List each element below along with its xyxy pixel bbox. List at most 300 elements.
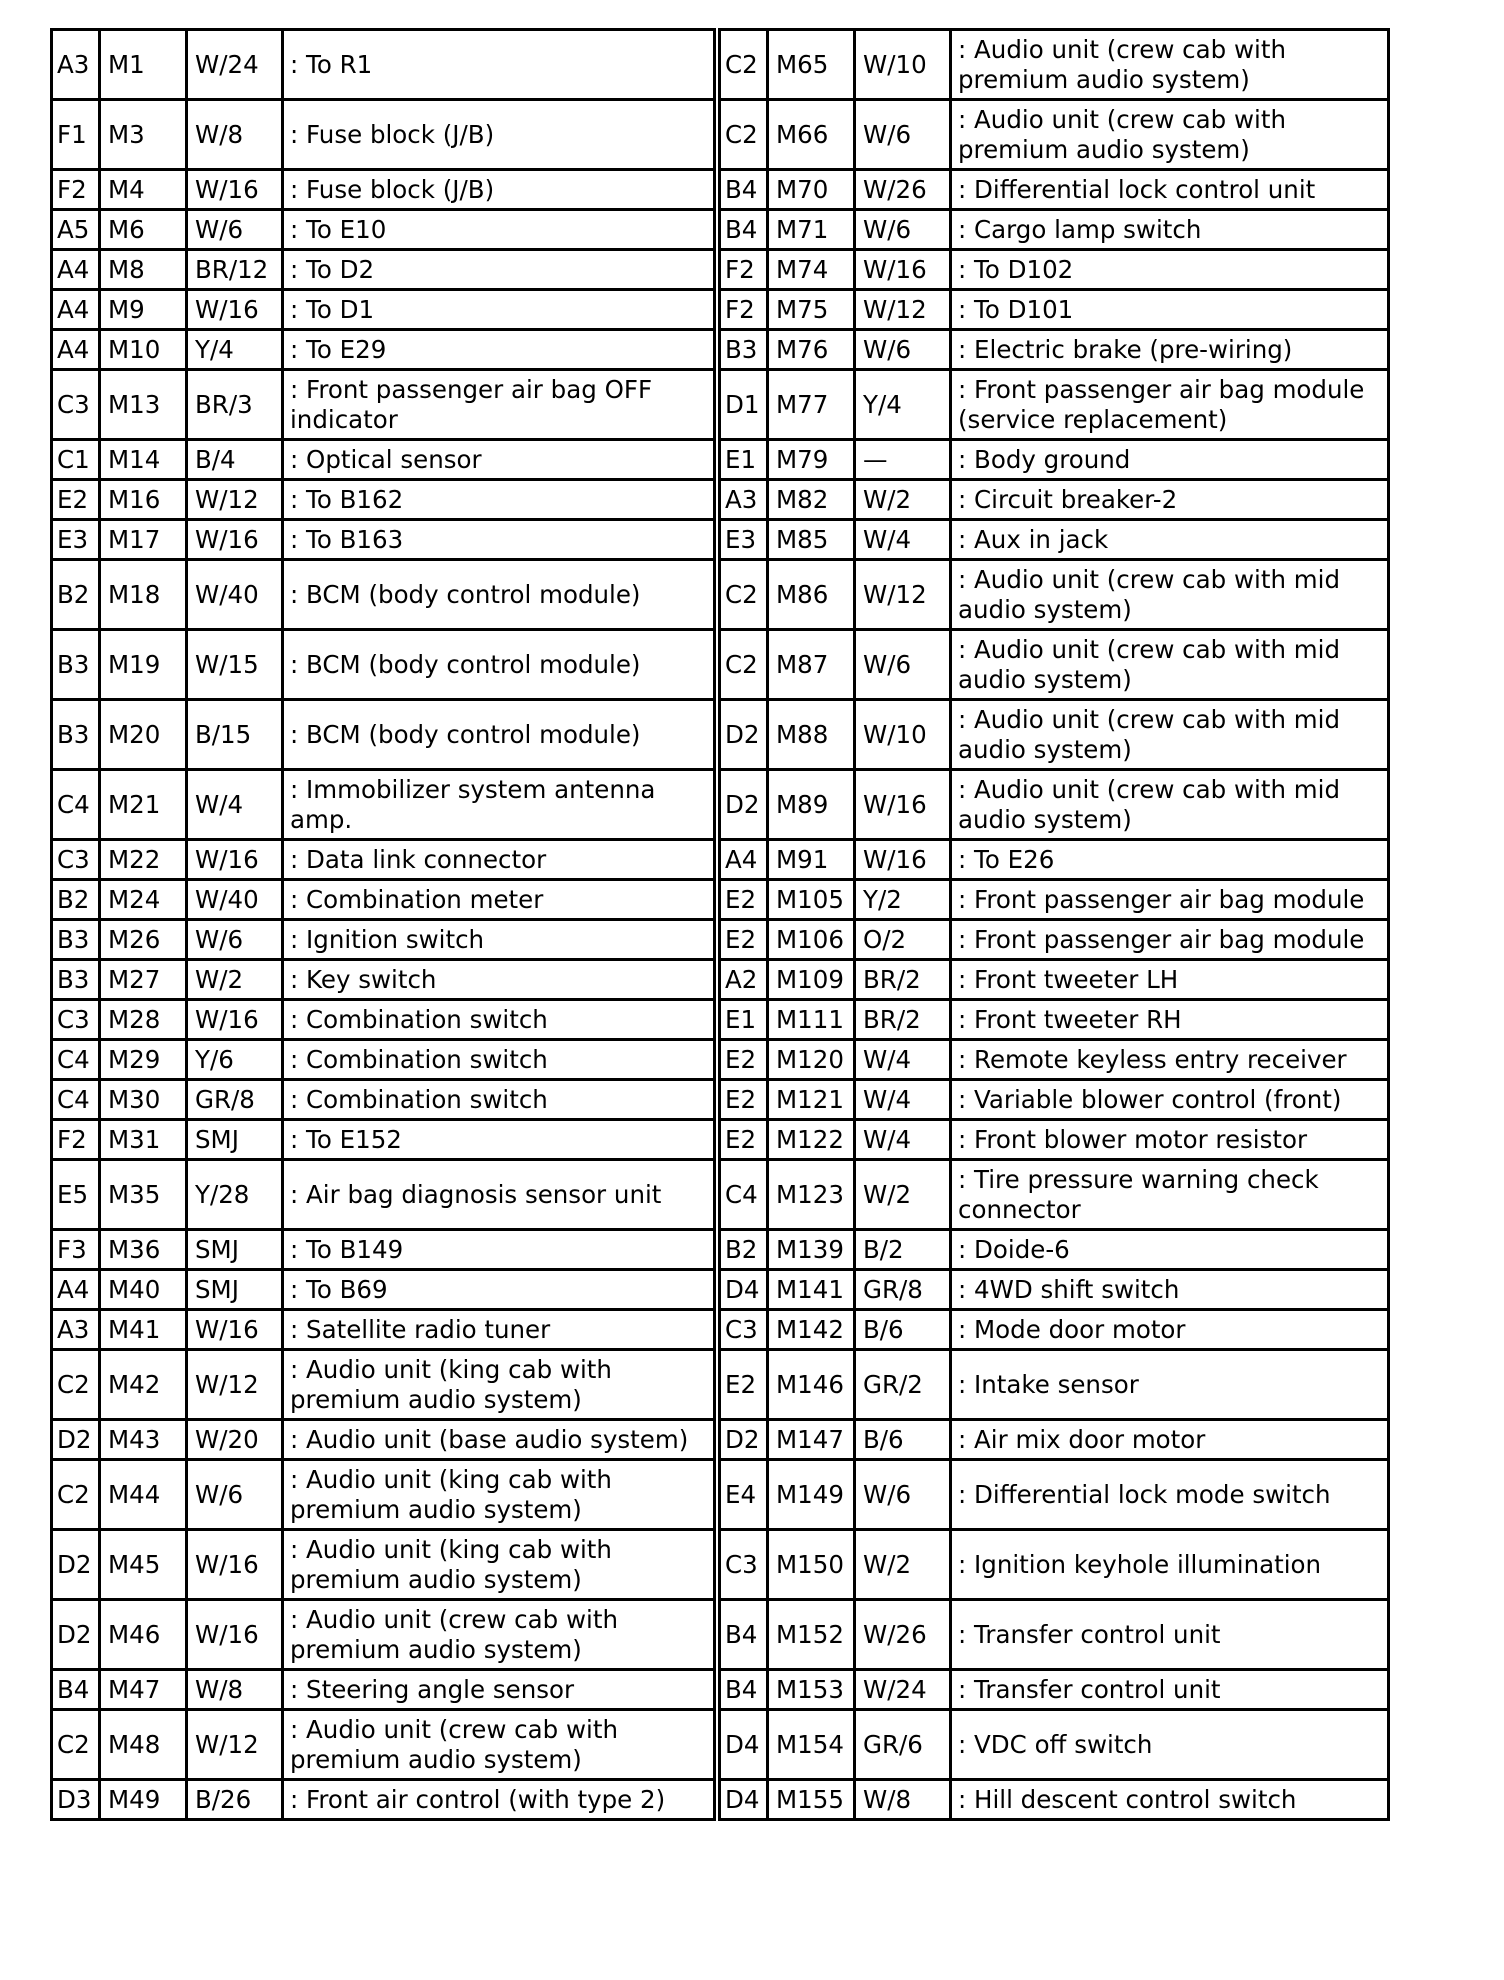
connector-description-cell: : Audio unit (king cab with premium audio system) [283,1460,715,1530]
table-row [52,1080,715,1120]
table-row [52,560,715,630]
connector-number-cell: M70 [768,170,855,210]
grid-reference-cell: E2 [720,1040,768,1080]
grid-reference-cell: B3 [52,700,100,770]
grid-reference-cell: D4 [720,1270,768,1310]
connector-table-left [50,28,716,1821]
connector-color-cell: W/8 [187,1670,283,1710]
connector-number-cell: M36 [100,1230,187,1270]
connector-color-cell: BR/12 [187,250,283,290]
connector-number-cell: M3 [100,100,187,170]
connector-description-cell: : Differential lock mode switch [951,1460,1389,1530]
grid-reference-cell: B4 [52,1670,100,1710]
connector-color-cell: W/16 [187,170,283,210]
connector-description-cell: : Audio unit (crew cab with mid audio system) [951,630,1389,700]
connector-number-cell: M155 [768,1780,855,1820]
grid-reference-cell: A5 [52,210,100,250]
connector-description-cell: : Front tweeter RH [951,1000,1389,1040]
connector-number-cell: M141 [768,1270,855,1310]
connector-table-right-column [718,28,1390,1821]
table-row [720,100,1389,170]
table-row [52,1160,715,1230]
grid-reference-cell: B3 [52,920,100,960]
grid-reference-cell: A4 [720,840,768,880]
grid-reference-cell: E3 [52,520,100,560]
connector-description-cell: : Combination switch [283,1080,715,1120]
connector-number-cell: M79 [768,440,855,480]
connector-description-cell: : To B163 [283,520,715,560]
table-row [720,250,1389,290]
grid-reference-cell: D4 [720,1780,768,1820]
grid-reference-cell: E2 [720,880,768,920]
connector-number-cell: M8 [100,250,187,290]
connector-description-cell: : BCM (body control module) [283,700,715,770]
connector-color-cell: W/26 [855,170,951,210]
connector-color-cell: W/12 [855,290,951,330]
grid-reference-cell: C2 [52,1710,100,1780]
connector-number-cell: M19 [100,630,187,700]
grid-reference-cell: F2 [720,290,768,330]
grid-reference-cell: C4 [52,1040,100,1080]
connector-description-cell: : Combination meter [283,880,715,920]
connector-description-cell: : Front passenger air bag module [951,920,1389,960]
connector-description-cell: : Ignition keyhole illumination [951,1530,1389,1600]
table-row [52,330,715,370]
connector-description-cell: : To E152 [283,1120,715,1160]
connector-color-cell: W/6 [855,1460,951,1530]
connector-color-cell: W/4 [855,1080,951,1120]
grid-reference-cell: E2 [720,1080,768,1120]
grid-reference-cell: C3 [720,1310,768,1350]
connector-color-cell: B/6 [855,1420,951,1460]
connector-description-cell: : Front blower motor resistor [951,1120,1389,1160]
connector-number-cell: M146 [768,1350,855,1420]
connector-number-cell: M142 [768,1310,855,1350]
connector-description-cell: : Remote keyless entry receiver [951,1040,1389,1080]
connector-number-cell: M24 [100,880,187,920]
connector-color-cell: W/6 [187,210,283,250]
connector-color-cell: B/6 [855,1310,951,1350]
grid-reference-cell: E1 [720,440,768,480]
connector-color-cell: W/24 [855,1670,951,1710]
grid-reference-cell: C4 [52,770,100,840]
table-row [720,30,1389,100]
connector-number-cell: M43 [100,1420,187,1460]
grid-reference-cell: C2 [52,1460,100,1530]
grid-reference-cell: C2 [52,1350,100,1420]
connector-number-cell: M27 [100,960,187,1000]
connector-number-cell: M14 [100,440,187,480]
connector-description-cell: : Immobilizer system antenna amp. [283,770,715,840]
grid-reference-cell: D2 [720,700,768,770]
connector-description-cell: : Hill descent control switch [951,1780,1389,1820]
connector-description-cell: : Transfer control unit [951,1600,1389,1670]
connector-color-cell: Y/4 [187,330,283,370]
table-row [720,1600,1389,1670]
table-row [720,290,1389,330]
table-row [52,1420,715,1460]
connector-color-cell: W/15 [187,630,283,700]
connector-color-cell: W/2 [855,1160,951,1230]
connector-number-cell: M48 [100,1710,187,1780]
grid-reference-cell: F2 [52,1120,100,1160]
grid-reference-cell: C4 [52,1080,100,1120]
grid-reference-cell: B4 [720,1600,768,1670]
connector-number-cell: M1 [100,30,187,100]
grid-reference-cell: A4 [52,1270,100,1310]
table-row [52,770,715,840]
grid-reference-cell: E2 [720,1350,768,1420]
table-row [720,440,1389,480]
connector-number-cell: M122 [768,1120,855,1160]
grid-reference-cell: E1 [720,1000,768,1040]
connector-description-cell: : Fuse block (J/B) [283,170,715,210]
grid-reference-cell: E4 [720,1460,768,1530]
connector-description-cell: : To B149 [283,1230,715,1270]
table-row [52,370,715,440]
connector-description-cell: : Audio unit (base audio system) [283,1420,715,1460]
connector-color-cell: GR/2 [855,1350,951,1420]
table-row [52,100,715,170]
connector-number-cell: M41 [100,1310,187,1350]
connector-number-cell: M42 [100,1350,187,1420]
connector-color-cell: W/2 [855,1530,951,1600]
connector-color-cell: O/2 [855,920,951,960]
connector-description-cell: : Front tweeter LH [951,960,1389,1000]
table-row [52,1310,715,1350]
connector-description-cell: : Audio unit (king cab with premium audio system) [283,1350,715,1420]
table-row [52,1670,715,1710]
connector-description-cell: : To D101 [951,290,1389,330]
connector-color-cell: B/4 [187,440,283,480]
connector-number-cell: M28 [100,1000,187,1040]
connector-color-cell: Y/28 [187,1160,283,1230]
grid-reference-cell: D2 [52,1530,100,1600]
table-row [720,1160,1389,1230]
connector-color-cell: BR/2 [855,1000,951,1040]
connector-color-cell: W/12 [187,1350,283,1420]
connector-number-cell: M35 [100,1160,187,1230]
grid-reference-cell: A2 [720,960,768,1000]
table-row [52,920,715,960]
connector-number-cell: M40 [100,1270,187,1310]
connector-description-cell: : Audio unit (crew cab with premium audio system) [283,1710,715,1780]
table-row [52,250,715,290]
connector-color-cell: SMJ [187,1270,283,1310]
connector-color-cell: W/10 [855,30,951,100]
connector-color-cell: W/40 [187,560,283,630]
connector-number-cell: M139 [768,1230,855,1270]
connector-number-cell: M153 [768,1670,855,1710]
connector-color-cell: W/16 [187,840,283,880]
table-row [52,1350,715,1420]
grid-reference-cell: B2 [52,560,100,630]
table-row [720,560,1389,630]
connector-number-cell: M121 [768,1080,855,1120]
connector-table-right [718,28,1390,1821]
grid-reference-cell: C3 [52,840,100,880]
table-row [52,1530,715,1600]
table-row [720,330,1389,370]
table-row [720,170,1389,210]
grid-reference-cell: B3 [720,330,768,370]
grid-reference-cell: F1 [52,100,100,170]
grid-reference-cell: A4 [52,290,100,330]
connector-description-cell: : Front passenger air bag OFF indicator [283,370,715,440]
table-row [720,520,1389,560]
grid-reference-cell: A3 [720,480,768,520]
connector-color-cell: W/2 [187,960,283,1000]
connector-description-cell: : To D1 [283,290,715,330]
table-row [52,1600,715,1670]
connector-description-cell: : Transfer control unit [951,1670,1389,1710]
connector-number-cell: M13 [100,370,187,440]
connector-description-cell: : To E29 [283,330,715,370]
table-row [52,1270,715,1310]
connector-color-cell: BR/2 [855,960,951,1000]
connector-description-cell: : Data link connector [283,840,715,880]
connector-color-cell: B/2 [855,1230,951,1270]
table-row [720,1080,1389,1120]
table-row [720,630,1389,700]
table-row [720,210,1389,250]
table-row [52,1230,715,1270]
table-row [52,960,715,1000]
table-row [720,1270,1389,1310]
connector-color-cell: W/4 [855,520,951,560]
grid-reference-cell: D2 [720,770,768,840]
connector-description-cell: : VDC off switch [951,1710,1389,1780]
table-row [720,480,1389,520]
connector-description-cell: : Air bag diagnosis sensor unit [283,1160,715,1230]
grid-reference-cell: F2 [52,170,100,210]
connector-color-cell: W/16 [855,840,951,880]
connector-color-cell: W/6 [855,100,951,170]
grid-reference-cell: B3 [52,960,100,1000]
connector-color-cell: W/10 [855,700,951,770]
connector-description-cell: : To B162 [283,480,715,520]
table-row [52,630,715,700]
connector-description-cell: : Mode door motor [951,1310,1389,1350]
table-row [720,1310,1389,1350]
connector-description-cell: : Body ground [951,440,1389,480]
table-row [52,30,715,100]
table-row [720,700,1389,770]
connector-color-cell: Y/6 [187,1040,283,1080]
grid-reference-cell: F2 [720,250,768,290]
connector-description-cell: : BCM (body control module) [283,630,715,700]
connector-color-cell: Y/2 [855,880,951,920]
connector-number-cell: M77 [768,370,855,440]
table-row [52,840,715,880]
grid-reference-cell: D1 [720,370,768,440]
connector-description-cell: : Air mix door motor [951,1420,1389,1460]
connector-number-cell: M109 [768,960,855,1000]
table-row [52,1000,715,1040]
grid-reference-cell: C2 [720,30,768,100]
table-row [52,480,715,520]
connector-description-cell: : Tire pressure warning check connector [951,1160,1389,1230]
connector-number-cell: M74 [768,250,855,290]
table-row [720,1460,1389,1530]
table-row [720,770,1389,840]
connector-color-cell: W/12 [855,560,951,630]
connector-description-cell: : Satellite radio tuner [283,1310,715,1350]
connector-number-cell: M105 [768,880,855,920]
table-row [720,1780,1389,1820]
grid-reference-cell: B3 [52,630,100,700]
connector-description-cell: : Front passenger air bag module (service replacement) [951,370,1389,440]
connector-color-cell: W/8 [855,1780,951,1820]
connector-color-cell: — [855,440,951,480]
connector-description-cell: : Fuse block (J/B) [283,100,715,170]
table-row [720,960,1389,1000]
connector-description-cell: : BCM (body control module) [283,560,715,630]
connector-number-cell: M17 [100,520,187,560]
connector-description-cell: : Electric brake (pre-wiring) [951,330,1389,370]
grid-reference-cell: C4 [720,1160,768,1230]
connector-color-cell: B/15 [187,700,283,770]
connector-table-left-column [50,28,716,1821]
table-row [720,1670,1389,1710]
connector-number-cell: M152 [768,1600,855,1670]
connector-number-cell: M120 [768,1040,855,1080]
table-row [52,1040,715,1080]
grid-reference-cell: A3 [52,30,100,100]
table-row [720,1230,1389,1270]
grid-reference-cell: E2 [720,1120,768,1160]
table-row [720,880,1389,920]
connector-number-cell: M91 [768,840,855,880]
connector-description-cell: : To R1 [283,30,715,100]
table-row [720,920,1389,960]
grid-reference-cell: D2 [52,1600,100,1670]
table-row [52,210,715,250]
grid-reference-cell: B4 [720,170,768,210]
connector-number-cell: M75 [768,290,855,330]
connector-number-cell: M82 [768,480,855,520]
connector-color-cell: W/6 [855,330,951,370]
connector-description-cell: : Differential lock control unit [951,170,1389,210]
table-row [720,1120,1389,1160]
connector-number-cell: M47 [100,1670,187,1710]
connector-number-cell: M154 [768,1710,855,1780]
grid-reference-cell: E2 [52,480,100,520]
connector-number-cell: M22 [100,840,187,880]
connector-number-cell: M46 [100,1600,187,1670]
grid-reference-cell: B2 [720,1230,768,1270]
connector-description-cell: : Audio unit (king cab with premium audio system) [283,1530,715,1600]
connector-number-cell: M86 [768,560,855,630]
grid-reference-cell: C3 [52,370,100,440]
connector-number-cell: M30 [100,1080,187,1120]
connector-description-cell: : To E10 [283,210,715,250]
grid-reference-cell: A4 [52,250,100,290]
connector-number-cell: M123 [768,1160,855,1230]
grid-reference-cell: A3 [52,1310,100,1350]
connector-number-cell: M29 [100,1040,187,1080]
table-row [52,700,715,770]
connector-color-cell: W/4 [855,1120,951,1160]
table-row [52,1780,715,1820]
grid-reference-cell: C2 [720,560,768,630]
grid-reference-cell: D4 [720,1710,768,1780]
connector-number-cell: M10 [100,330,187,370]
connector-number-cell: M49 [100,1780,187,1820]
connector-number-cell: M147 [768,1420,855,1460]
grid-reference-cell: D2 [720,1420,768,1460]
connector-color-cell: W/24 [187,30,283,100]
connector-number-cell: M45 [100,1530,187,1600]
connector-color-cell: SMJ [187,1230,283,1270]
connector-color-cell: W/20 [187,1420,283,1460]
connector-description-cell: : Audio unit (crew cab with premium audio system) [951,30,1389,100]
table-row [52,440,715,480]
grid-reference-cell: C1 [52,440,100,480]
connector-number-cell: M85 [768,520,855,560]
connector-number-cell: M111 [768,1000,855,1040]
connector-number-cell: M106 [768,920,855,960]
connector-color-cell: GR/8 [855,1270,951,1310]
connector-number-cell: M16 [100,480,187,520]
connector-description-cell: : To D2 [283,250,715,290]
connector-color-cell: W/16 [187,1530,283,1600]
grid-reference-cell: B2 [52,880,100,920]
connector-color-cell: SMJ [187,1120,283,1160]
grid-reference-cell: D2 [52,1420,100,1460]
grid-reference-cell: C3 [720,1530,768,1600]
connector-color-cell: GR/8 [187,1080,283,1120]
connector-color-cell: W/16 [855,250,951,290]
grid-reference-cell: E5 [52,1160,100,1230]
table-row [720,1420,1389,1460]
connector-color-cell: W/6 [855,630,951,700]
grid-reference-cell: E3 [720,520,768,560]
connector-description-cell: : Audio unit (crew cab with mid audio system) [951,560,1389,630]
grid-reference-cell: F3 [52,1230,100,1270]
connector-description-cell: : Variable blower control (front) [951,1080,1389,1120]
connector-description-cell: : 4WD shift switch [951,1270,1389,1310]
connector-number-cell: M66 [768,100,855,170]
connector-color-cell: W/16 [187,1000,283,1040]
connector-number-cell: M88 [768,700,855,770]
table-row [52,290,715,330]
grid-reference-cell: E2 [720,920,768,960]
connector-number-cell: M6 [100,210,187,250]
connector-color-cell: W/16 [187,1310,283,1350]
connector-number-cell: M26 [100,920,187,960]
connector-description-cell: : To D102 [951,250,1389,290]
connector-description-cell: : Key switch [283,960,715,1000]
connector-color-cell: W/4 [855,1040,951,1080]
connector-color-cell: W/6 [187,1460,283,1530]
connector-number-cell: M9 [100,290,187,330]
connector-description-cell: : To B69 [283,1270,715,1310]
connector-color-cell: BR/3 [187,370,283,440]
connector-color-cell: B/26 [187,1780,283,1820]
connector-color-cell: W/2 [855,480,951,520]
connector-description-cell: : Audio unit (crew cab with mid audio system) [951,770,1389,840]
connector-description-cell: : Steering angle sensor [283,1670,715,1710]
connector-color-cell: W/16 [187,290,283,330]
connector-description-cell: : Combination switch [283,1040,715,1080]
connector-description-cell: : Front air control (with type 2) [283,1780,715,1820]
connector-number-cell: M149 [768,1460,855,1530]
connector-number-cell: M150 [768,1530,855,1600]
table-row [720,1000,1389,1040]
table-row [720,370,1389,440]
connector-number-cell: M18 [100,560,187,630]
